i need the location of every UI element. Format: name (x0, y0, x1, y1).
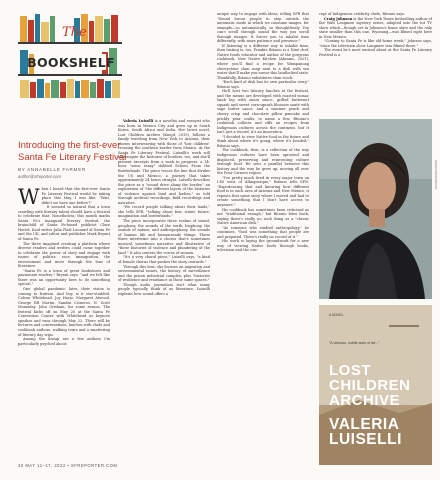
logo-top-word: The (62, 25, 87, 40)
paragraph: His cookbook has sometimes been criticized as not "traditional enough," but Bitonio bites back, saying there's really no such thing as a "classic Native American dish." (217, 207, 309, 226)
paragraph: "I've pretty much lived in every major town on I-40 west of Albuquerque," Bitonio tells SFR. "Experiencing that and knowing how different food is in each area of Arizona and New Mexico, it repeats that same story where I moved and had to create something that I don't have access to anymore." (217, 175, 309, 207)
paragraph: is a novelist and essayist who was born in Mexico City and grew up in South Korea, South Africa and India. Her latest novel, Lost Children Archive (Knopf, 2019), follows a family traveling from New York to Arizona, their stories interweaving with those of "lost children" crossing the southern border from Mexico. At the Santa Fe Literary Festival, Luiselli's work will interrogate the histories of borders, too, and she'll present excerpts from a work in progress: a 24-hour "sonic essay" dubbed Echoes From the Borderlands. The piece traces the line that divides the US and Mexico, a journey that takes approximately 24 hours straight. Luiselli describes the piece as a "sound drive along the border," an exploration of "the different layers of the histories of violence against land and bodies," as told through archival recordings, field recordings and narrative. (118, 119, 210, 205)
byline: BY ANNABELLE FARMER (18, 167, 86, 172)
paragraph: cept of Indigenous celebrity chefs, Bitonio says. (319, 12, 406, 16)
book-tag: A NOVEL (329, 313, 344, 317)
paragraph: It seemed so natural that a town crawling with literary talent should have a festival to celebrate that. Nonetheless, this month marks Santa Fe's inaugural literary festival, the brainchild of Santa Fe-based publicist Clare Hertel, food writer Julia Platt Leonard of Santa Fe and the UK, and editor and publisher Mark Bryant of Santa Fe. (18, 205, 110, 242)
paragraph: "Each kind of dish has its own particular story," Bitonio says. (217, 80, 309, 89)
paragraph: "Coming to Santa Fe is like old-home week," Johnson says, "since the television show Longmire was filmed there." (319, 39, 432, 48)
book-cover (319, 305, 432, 465)
author-name: Valeria Luiselli (123, 119, 154, 123)
paragraph: The three imagined creating a platform where diverse readers and writers could come together to celebrate the power of story and engage with issues of politics, race, immigration, the environment and more through the lens of literature. (18, 241, 110, 269)
book-title-line: CHILDREN (329, 377, 411, 394)
book-blurb: "A virtuoso, subtle work of art..." (329, 341, 380, 345)
photo-credit: DIEGO BERRUECOS (434, 160, 438, 190)
article-column-4 (319, 12, 432, 57)
paragraph: "As someone who studied anthropology," he continues, "food was something that people ate and prepared. There's really no record of it." (217, 225, 309, 239)
paragraph: "I decided to view Native food in the future and think about where it's going, where it's headed," Bitonio says. (217, 134, 309, 148)
paragraph: The event he's most excited about at the Santa Fe Literary Festival is a (319, 48, 432, 57)
paragraph: hen I heard that the first-ever Santa Fe Literary Festival would be taking place this May, I was like, "Wait, didn't we have one before?" (41, 187, 110, 205)
book-author-line: VALERIA (329, 416, 400, 433)
paragraph: "It's a very choral piece," Luiselli says, "a kind of female chorus that pushes the story onwards." (118, 255, 210, 264)
paragraph: Though audio journalism isn't what many people typically think of as literature, Luiselli explains how sound offers a (118, 282, 210, 296)
portrait-image-icon (319, 119, 432, 299)
paragraph: His work is laying the groundwork for a new way of viewing Native foods through books, television and the con- (217, 239, 309, 253)
paragraph: unique way to engage with ideas, telling SFR that "Sound forces people to step outside the automatic mode in which we consume images, for example—so automatically, so thoughtlessly. You can't scroll through sound the way you scroll through images. It forces you to inhabit time differently, with more patience and presence." (217, 12, 309, 44)
author-email-link[interactable]: author@sfreporter.com (18, 174, 61, 179)
logo-main-word: BOOKSHELF (27, 55, 115, 70)
paragraph: If listening is a different way to inhabit time, then tasting is, too. Frankie Bitonio is a Diné chef, Native foods educator and author of the gorgeous cookbook, New Native Kitchen (Abrams, 2021), where you'll find a recipe for Wampanoag cherrystone clam soup next to a dish with sea water that'll make you swear this landlocked state. Thankfully, Bitonio substitutes clam stock. (217, 43, 309, 80)
paragraph: One global pandemic later, their vision is coming to fruition. And boy, is it star-studded. Colson Whitehead. Joy Harjo. Margaret Atwood. George RR Martin. Sandra Cisneros. N. Scott Momaday. John Grisham, for some reason. The festival kicks off on May 20 at the Santa Fe Convention Center with Whitehead as keynote speaker and runs through May 22. There will be lectures and conversations, lunches with chefs and cookbook authors, walking tours and a smattering of literary day trips. (18, 287, 110, 337)
paragraph: The cookbook, then, is a reflection of the way Indigenous cultures have been uprooted and displaced, preserving and reinventing culture through food. He sees a parallel between this history and the way he grew up, moving all over the Four Corners region. (217, 148, 309, 176)
paragraph: "Santa Fe is a town of great bookstores and passionate readers," Bryant says, "and we felt like there was an opportunity here to do something special." (18, 268, 110, 287)
drop-cap: W (18, 185, 40, 209)
book-author (329, 417, 402, 447)
paragraph: The piece incorporates three realms of sound: geophony, the sounds of the earth; biophony, the sounds of nature; and anthropophony, the sounds of human life and human-made things. These three intertwine into a chorus that's sometimes musical, sometimes narrative and illustrative of "these histories of violence and plundering of the land." It also centers the voices of women. (118, 219, 210, 255)
paragraph: "We record people talking about their lands," she tells SFR, "talking about fear, water, future, imagination and borderlands." (118, 205, 210, 219)
article-column-2 (118, 119, 210, 296)
bookshelf-logo (14, 10, 129, 100)
book-author-line: LUISELLI (329, 431, 402, 448)
article-column-1 (18, 187, 110, 346)
book-title-line: ARCHIVE (329, 392, 401, 409)
paragraph: He'll host two literary lunches at the festival, and the menus are developed with roasted sumac lamb leg with onion sauce, grilled butternut squash and sweet corn-squash blossom sauté with sage butter sauce, and a summer peach and cherry crisp and chocolate pillow pancake and prickly pear coulis, to name a few. Bitonio's cookbook collects and riffs on recipes from Indigenous cultures across the continent, but it isn't just a record, it's an innovation. (217, 89, 309, 135)
paragraph: is the New York Times bestselling author of the Walt Longmire mystery series, adapted into the hit TV show which—though set in Johnson's home state and the only state smaller than this one, Wyoming—was filmed right here in New Mexico. (319, 16, 432, 39)
page-footer: 30 MAY 11–17, 2022 • SFREPORTER.COM (18, 463, 118, 468)
book-title (329, 363, 411, 408)
author-photo (319, 119, 432, 299)
paragraph: Through this lens, she focuses on migration and environmental issues, the history of surveillance and the prison industrial complex, plus "histories of resilience and resistance in those same spaces." (118, 264, 210, 283)
intro-title: Introducing the first-ever Santa Fe Literary Festival (18, 140, 127, 163)
article-column-3 (217, 12, 309, 253)
book-title-line: LOST (329, 362, 371, 379)
author-name: Craig Johnson (324, 16, 353, 21)
paragraph: Among the lineup are a few authors I'm particularly psyched about: (18, 337, 110, 346)
